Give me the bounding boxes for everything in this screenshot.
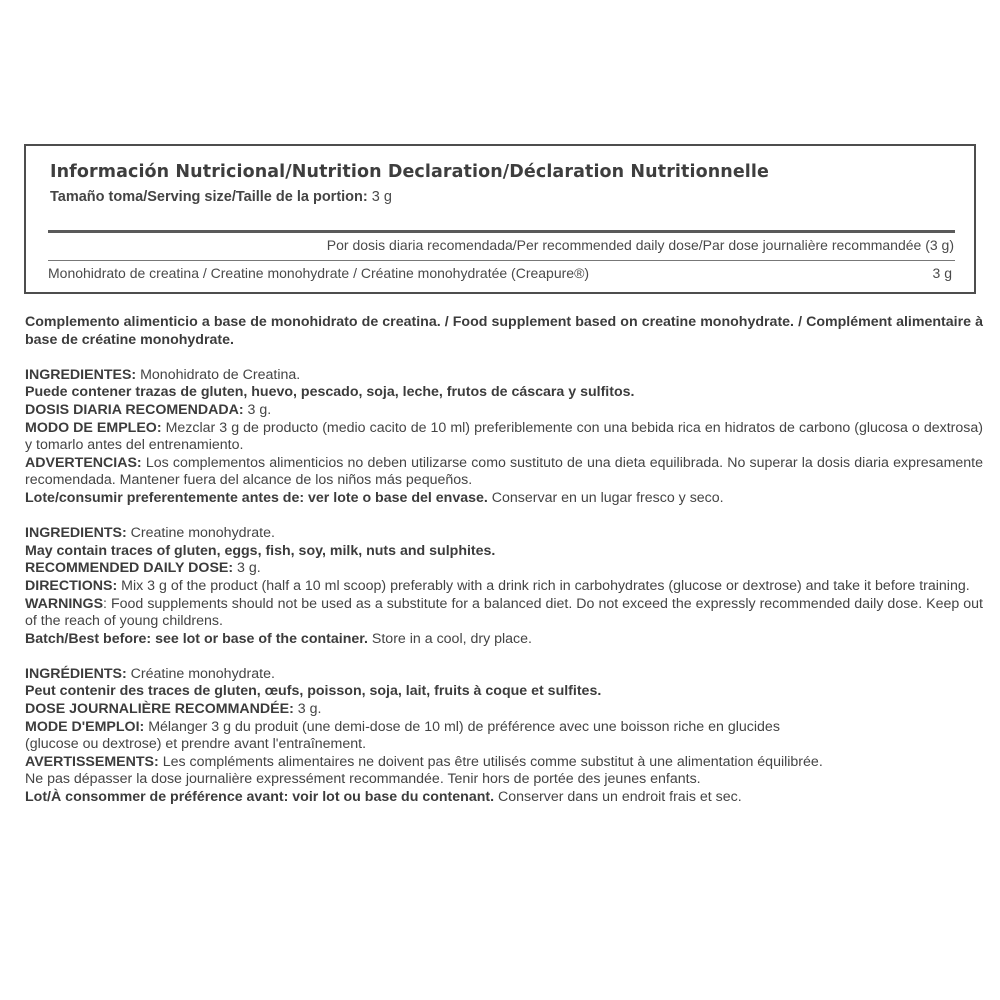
spacer [25,648,983,666]
es-directions [25,420,983,455]
en-traces-text: May contain traces of gluten, eggs, fish, soy, milk, nuts and sulphites. [25,542,496,559]
es-directions-label: MODO DE EMPLEO: [25,419,162,436]
fr-directions-value-1: Mélanger 3 g du produit (une demi-dose de 10 ml) de préférence avec une boisson riche en glucides [144,718,780,735]
nutrition-panel [24,144,976,294]
spacer [25,508,983,526]
nutrient-name: Monohidrato de creatina / Creatine monohydrate / Créatine monohydratée (Creapure®) [48,265,590,281]
en-batch-value: Store in a cool, dry place. [367,630,532,647]
serving-size [50,189,392,205]
fr-traces [25,683,983,701]
fr-batch [25,789,983,807]
es-ingredients-value: Monohidrato de Creatina. [136,366,301,383]
fr-warnings-label: AVERTISSEMENTS: [25,753,159,770]
en-dose [25,560,983,578]
fr-warnings-value-2: Ne pas dépasser la dose journalière expressément recommandée. Tenir hors de portée des jeunes enfants. [25,771,701,788]
es-batch-value: Conservar en un lugar fresco y seco. [487,489,724,506]
es-ingredients [25,367,983,385]
es-dose-value: 3 g. [243,401,272,418]
fr-ingredients [25,666,983,684]
fr-directions-cont [25,736,983,754]
en-batch [25,631,983,649]
es-warnings [25,455,983,490]
intro-paragraph [25,314,983,349]
serving-size-value: 3 g [371,189,392,205]
en-dose-label: RECOMMENDED DAILY DOSE: [25,560,234,577]
fr-directions [25,719,983,737]
es-traces-text: Puede contener trazas de gluten, huevo, pescado, soja, leche, frutos de cáscara y sulfitos. [25,384,635,401]
divider-thick [48,230,955,233]
es-warnings-value: Los complementos alimenticios no deben utilizarse como sustituto de una dieta equilibrada. No superar la dosis diaria expresamente recomendada. Mantener fuera del alcance de los niños más pequeños. [25,454,983,489]
en-ingredients-label: INGREDIENTS: [25,525,127,542]
en-ingredients-value: Creatine monohydrate. [126,525,275,542]
intro-text: Complemento alimenticio a base de monohidrato de creatina. / Food supplement based on creatine monohydrate. / Complément alimentaire à base de créatine monohydrate. [25,314,983,348]
en-dose-value: 3 g. [233,560,261,577]
fr-batch-label: Lot/À consommer de préférence avant: voir lot ou base du contenant. [25,789,495,806]
fr-batch-value: Conserver dans un endroit frais et sec. [494,789,742,806]
en-batch-label: Batch/Best before: see lot or base of the container. [25,630,368,647]
en-directions-label: DIRECTIONS: [25,577,118,594]
fr-directions-value-2: (glucose ou dextrose) et prendre avant l'entraînement. [25,736,367,753]
fr-dose-value: 3 g. [293,701,322,718]
divider-thin [48,260,955,261]
nutrient-amount: 3 g [932,265,952,281]
es-batch-label: Lote/consumir preferentemente antes de: ver lote o base del envase. [25,489,488,506]
en-directions-value: Mix 3 g of the product (half a 10 ml scoop) preferably with a drink rich in carbohydrates (glucose or dextrose) and take it before training. [117,577,970,594]
en-ingredients [25,525,983,543]
es-batch [25,490,983,508]
es-ingredients-label: INGREDIENTES: [25,366,137,383]
fr-warnings [25,754,983,772]
es-warnings-label: ADVERTENCIAS: [25,454,142,471]
per-dose-header: Por dosis diaria recomendada/Per recommended daily dose/Par dose journalière recommandée (3 g) [326,237,954,253]
serving-size-label: Tamaño toma/Serving size/Taille de la portion: [50,189,368,205]
fr-warnings-value-1: Les compléments alimentaires ne doivent pas être utilisés comme substitut à une alimentation équilibrée. [158,753,823,770]
en-warnings-label: WARNINGS [25,595,104,612]
en-warnings-value: : Food supplements should not be used as a substitute for a balanced diet. Do not exceed the expressly recommended daily dose. Keep out of the reach of young childrens. [25,595,983,630]
fr-dose-label: DOSE JOURNALIÈRE RECOMMANDÉE: [25,701,294,718]
spacer [25,349,983,367]
nutrition-title: Información Nutricional/Nutrition Declaration/Déclaration Nutritionnelle [50,162,769,182]
es-directions-value: Mezclar 3 g de producto (medio cacito de 10 ml) preferiblemente con una bebida rica en hidratos de carbono (glucosa o dextrosa) y tomarlo antes del entrenamiento. [25,419,984,454]
en-warnings [25,596,983,631]
label-text [25,314,983,807]
es-dose-label: DOSIS DIARIA RECOMENDADA: [25,401,244,418]
fr-directions-label: MODE D'EMPLOI: [25,718,145,735]
fr-warnings-cont [25,771,983,789]
en-directions [25,578,983,596]
es-traces [25,384,983,402]
fr-traces-text: Peut contenir des traces de gluten, œufs, poisson, soja, lait, fruits à coque et sulfites. [25,683,602,700]
es-dose [25,402,983,420]
en-traces [25,543,983,561]
fr-dose [25,701,983,719]
fr-ingredients-value: Créatine monohydrate. [126,665,275,682]
fr-ingredients-label: INGRÉDIENTS: [25,665,127,682]
